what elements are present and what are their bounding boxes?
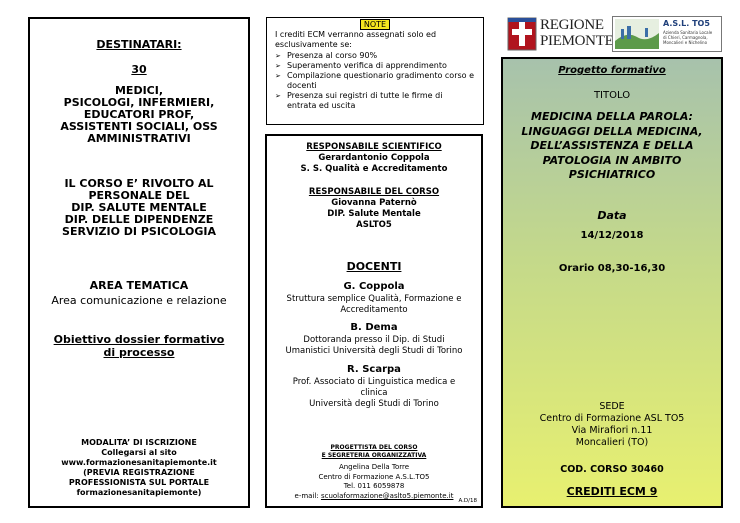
audience-line: PSICOLOGI, INFERMIERI, bbox=[63, 96, 215, 109]
venue-name: Centro di Formazione ASL TO5 bbox=[539, 413, 685, 424]
area-value: Area comunicazione e relazione bbox=[51, 294, 227, 307]
course-code: COD. CORSO 30460 bbox=[560, 464, 664, 475]
course-title-line: MEDICINA DELLA PAROLA: bbox=[531, 110, 693, 123]
teacher-affiliation: Prof. Associato di Linguistica medica e clinica Università degli Studi di Torino bbox=[292, 377, 456, 409]
objective bbox=[30, 333, 248, 359]
scientific-lead-role: S. S. Qualità e Accreditamento bbox=[300, 164, 448, 174]
asl-subtitle: Azienda Sanitaria Locale di Chieri, Carmagnola, Moncalieri e Nichelino bbox=[663, 30, 713, 45]
department-line: PERSONALE DEL bbox=[88, 189, 190, 202]
venue-city: Moncalieri (TO) bbox=[575, 437, 649, 448]
course-title-line: LINGUAGGI DELLA MEDICINA, bbox=[521, 124, 703, 138]
objective-line: di processo bbox=[103, 346, 175, 359]
course-date: 14/12/2018 bbox=[580, 230, 644, 241]
target-departments bbox=[30, 178, 248, 238]
email-link[interactable]: scuolaformazione@aslto5.piemonte.it bbox=[320, 492, 454, 500]
email-prefix: e-mail: bbox=[294, 492, 321, 500]
registration-line: MODALITA’ DI ISCRIZIONE bbox=[81, 438, 197, 447]
teacher-affiliation: Struttura semplice Qualità, Formazione e Accreditamento bbox=[286, 294, 462, 315]
course-title-panel bbox=[501, 57, 723, 508]
venue-street: Via Mirafiori n.11 bbox=[571, 425, 653, 436]
participant-count: 30 bbox=[131, 63, 147, 76]
note-item: ➢ Presenza al corso 90% bbox=[275, 51, 475, 61]
contact-name: Angelina Della Torre bbox=[338, 463, 410, 471]
department-line: DIP. DELLE DIPENDENZE bbox=[64, 213, 214, 226]
registration-line: PROFESSIONISTA SUL PORTALE bbox=[68, 478, 210, 487]
contact-center: Centro di Formazione A.S.L.TO5 bbox=[318, 472, 430, 481]
recipients-panel bbox=[28, 17, 250, 508]
teacher-name: B. Dema bbox=[350, 322, 398, 333]
registration-line: (PREVIA REGISTRAZIONE bbox=[83, 468, 195, 477]
training-project-label: Progetto formativo bbox=[558, 65, 666, 76]
note-intro bbox=[275, 30, 475, 50]
note-item: ➢ Compilazione questionario gradimento corso e docenti bbox=[275, 71, 475, 91]
email-line bbox=[267, 492, 481, 500]
date-label: Data bbox=[597, 209, 627, 222]
registration-info bbox=[30, 438, 248, 498]
audience-line: AMMINISTRATIVI bbox=[87, 132, 191, 145]
course-lead-name: Giovanna Paternò bbox=[331, 198, 417, 208]
document-code: A.D/18 bbox=[458, 498, 477, 504]
department-line: IL CORSO E’ RIVOLTO AL bbox=[64, 177, 214, 190]
course-title bbox=[503, 110, 721, 183]
audience-line: MEDICI, bbox=[114, 84, 164, 97]
department-line: DIP. SALUTE MENTALE bbox=[71, 201, 207, 214]
landscape-icon bbox=[615, 19, 659, 49]
teacher-name: R. Scarpa bbox=[347, 364, 401, 375]
note-item: ➢ Presenza sui registri di tutte le firme di entrata ed uscita bbox=[275, 91, 475, 111]
scientific-lead-name: Gerardantonio Coppola bbox=[318, 153, 430, 163]
registration-link[interactable]: www.formazionesanitapiemonte.it bbox=[61, 458, 217, 467]
course-title-line: DELL’ASSISTENZA E DELLA bbox=[530, 139, 694, 152]
objective-line: Obiettivo dossier formativo bbox=[53, 333, 225, 346]
contact-phone: Tel. 011 6059878 bbox=[343, 482, 405, 490]
area-label: AREA TEMATICA bbox=[89, 279, 189, 292]
title-label: TITOLO bbox=[593, 90, 631, 101]
destinatari-label: DESTINATARI: bbox=[96, 38, 182, 51]
regione-text: REGIONE bbox=[540, 17, 604, 33]
asl-title: A.S.L. TO5 bbox=[663, 19, 710, 28]
course-lead-dept: DIP. Salute Mentale bbox=[327, 209, 421, 219]
scientific-lead-label: RESPONSABILE SCIENTIFICO bbox=[306, 142, 442, 152]
note-conditions bbox=[275, 51, 475, 111]
teacher-affiliation: Dottoranda presso il Dip. di Studi Umanistici Università degli Studi di Torino bbox=[285, 335, 463, 356]
contact-info bbox=[267, 463, 481, 492]
note-intro-line: esclusivamente se: bbox=[275, 40, 352, 49]
department-line: SERVIZIO DI PSICOLOGIA bbox=[62, 225, 216, 238]
course-hours: Orario 08,30-16,30 bbox=[558, 263, 666, 274]
asl-to5-logo bbox=[612, 16, 722, 52]
piemonte-text: PIEMONTE bbox=[540, 33, 614, 49]
course-title-line: PSICHIATRICO bbox=[568, 168, 656, 181]
piemonte-crest-icon bbox=[507, 17, 537, 51]
notes-box bbox=[266, 17, 484, 125]
note-item: ➢ Superamento verifica di apprendimento bbox=[275, 61, 475, 71]
teacher-name: G. Coppola bbox=[343, 281, 405, 292]
audience-line: EDUCATORI PROF, bbox=[83, 108, 195, 121]
course-title-line: PATOLOGIA IN AMBITO bbox=[542, 153, 682, 167]
staff-panel bbox=[265, 134, 483, 508]
course-lead-label: RESPONSABILE DEL CORSO bbox=[308, 187, 440, 197]
note-intro-line: I crediti ECM verranno assegnati solo ed bbox=[275, 30, 437, 39]
ecm-credits: CREDITI ECM 9 bbox=[566, 485, 658, 498]
audience-list bbox=[30, 85, 248, 145]
organizing-office-label: PROGETTISTA DEL CORSO E SEGRETERIA ORGANIZZATIVA bbox=[321, 444, 427, 459]
registration-line: Collegarsi al sito bbox=[101, 448, 177, 457]
course-lead-org: ASLTO5 bbox=[356, 220, 392, 230]
note-header: NOTE bbox=[360, 19, 390, 30]
registration-line: formazionesanitapiemonte) bbox=[76, 488, 202, 497]
teachers-label: DOCENTI bbox=[346, 260, 402, 273]
regione-piemonte-logo bbox=[507, 16, 614, 52]
venue bbox=[503, 401, 721, 449]
audience-line: ASSISTENTI SOCIALI, OSS bbox=[60, 120, 218, 133]
venue-label: SEDE bbox=[599, 401, 625, 412]
